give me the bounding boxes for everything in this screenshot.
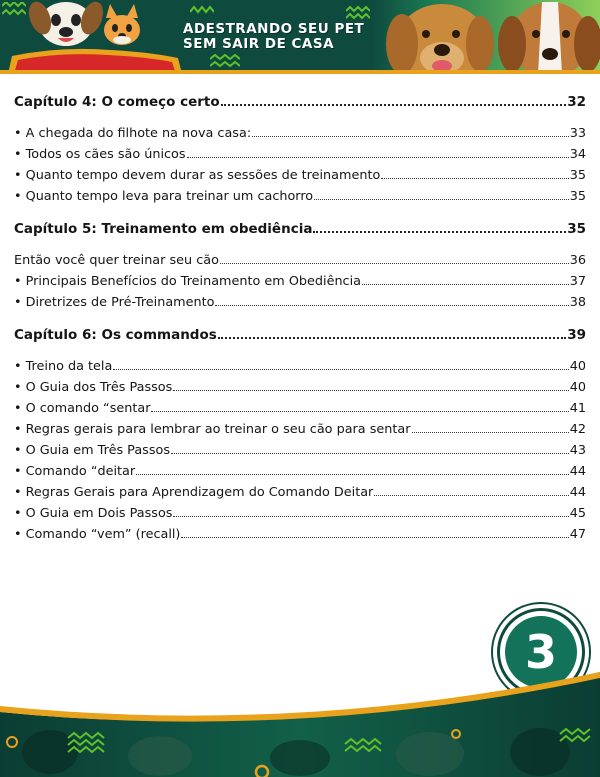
toc-page: 36	[569, 253, 586, 268]
toc-leader	[218, 337, 566, 339]
toc-chapter[interactable]	[14, 88, 586, 110]
banner-title	[183, 22, 364, 52]
toc-leader	[313, 231, 566, 233]
toc-label: • O Guia em Dois Passos	[14, 506, 173, 521]
toc-leader	[173, 390, 568, 391]
toc-page: 35	[569, 189, 586, 204]
toc-leader	[412, 432, 569, 433]
toc-page: 37	[569, 274, 586, 289]
toc-label: • Treino da tela	[14, 359, 113, 374]
toc-item[interactable]	[14, 458, 586, 479]
toc-page: 41	[569, 401, 586, 416]
dogs-footer-photo-icon	[0, 672, 600, 777]
toc-leader	[151, 411, 568, 412]
toc-page: 35	[569, 168, 586, 183]
cartoon-dogs-logo-icon	[0, 0, 190, 74]
toc-leader	[221, 104, 567, 106]
toc-page: 33	[569, 126, 586, 141]
toc-item[interactable]	[14, 416, 586, 437]
toc-chapter[interactable]	[14, 215, 586, 237]
toc-label: • A chegada do filhote na nova casa:	[14, 126, 252, 141]
toc-item[interactable]	[14, 141, 586, 162]
toc-item[interactable]	[14, 247, 586, 268]
toc-item[interactable]	[14, 395, 586, 416]
toc-label: Capítulo 4: O começo certo	[14, 94, 220, 110]
toc-leader	[187, 157, 569, 158]
toc-label: • Quanto tempo leva para treinar um cachorro	[14, 189, 314, 204]
toc-leader	[173, 516, 568, 517]
toc-item[interactable]	[14, 500, 586, 521]
toc-page: 34	[569, 147, 586, 162]
toc-item[interactable]	[14, 120, 586, 141]
toc-leader	[314, 199, 569, 200]
toc-label: • O comando “sentar	[14, 401, 151, 416]
toc-page: 44	[569, 464, 586, 479]
zigzag-icon	[346, 6, 370, 20]
toc-item[interactable]	[14, 162, 586, 183]
toc-leader	[171, 453, 569, 454]
toc-page: 40	[569, 359, 586, 374]
toc-label: Então você quer treinar seu cão	[14, 253, 219, 268]
toc-page: 43	[569, 443, 586, 458]
toc-leader	[113, 369, 568, 370]
toc-item[interactable]	[14, 289, 586, 310]
toc-page: 32	[567, 94, 586, 110]
zigzag-icon	[190, 4, 214, 14]
zigzag-icon	[2, 2, 26, 18]
toc-label: • O Guia dos Três Passos	[14, 380, 173, 395]
toc-leader	[362, 284, 569, 285]
toc-label: • Quanto tempo devem durar as sessões de treinamento	[14, 168, 381, 183]
toc-leader	[136, 474, 569, 475]
toc-label: • Comando “vem” (recall)	[14, 527, 181, 542]
toc-label: • Regras gerais para lembrar ao treinar o seu cão para sentar	[14, 422, 411, 437]
zigzag-icon	[210, 54, 240, 68]
toc-gap	[14, 310, 586, 321]
toc-gap	[14, 204, 586, 215]
toc-leader	[220, 263, 569, 264]
toc-item[interactable]	[14, 268, 586, 289]
toc-page: 35	[567, 221, 586, 237]
toc-item[interactable]	[14, 437, 586, 458]
toc-label: • Todos os cães são únicos	[14, 147, 186, 162]
banner-title-line2: SEM SAIR DE CASA	[183, 36, 335, 52]
toc-page: 42	[569, 422, 586, 437]
banner-title-line1: ADESTRANDO SEU PET	[183, 21, 365, 37]
header-stripe	[0, 70, 600, 74]
toc-label: • Diretrizes de Pré-Treinamento	[14, 295, 215, 310]
toc-leader	[381, 178, 568, 179]
toc-item[interactable]	[14, 521, 586, 542]
toc-item[interactable]	[14, 479, 586, 500]
toc-leader	[215, 305, 568, 306]
toc-label: • Principais Benefícios do Treinamento em Obediência	[14, 274, 361, 289]
toc-label: • O Guia em Três Passos	[14, 443, 170, 458]
table-of-contents	[14, 88, 586, 542]
toc-label: Capítulo 6: Os commandos	[14, 327, 217, 343]
toc-page: 44	[569, 485, 586, 500]
toc-item[interactable]	[14, 183, 586, 204]
toc-page: 47	[569, 527, 586, 542]
toc-page: 40	[569, 380, 586, 395]
toc-leader	[181, 537, 568, 538]
toc-leader	[252, 136, 569, 137]
toc-chapter[interactable]	[14, 321, 586, 343]
dogs-photo-icon	[372, 0, 600, 74]
toc-page: 39	[567, 327, 586, 343]
toc-page: 38	[569, 295, 586, 310]
toc-label: Capítulo 5: Treinamento em obediência	[14, 221, 313, 237]
toc-leader	[374, 495, 568, 496]
toc-item[interactable]	[14, 374, 586, 395]
page-number: 3	[505, 616, 577, 688]
toc-label: • Comando “deitar	[14, 464, 136, 479]
toc-label: • Regras Gerais para Aprendizagem do Comando Deitar	[14, 485, 374, 500]
page-header	[0, 0, 600, 74]
toc-item[interactable]	[14, 353, 586, 374]
toc-page: 45	[569, 506, 586, 521]
